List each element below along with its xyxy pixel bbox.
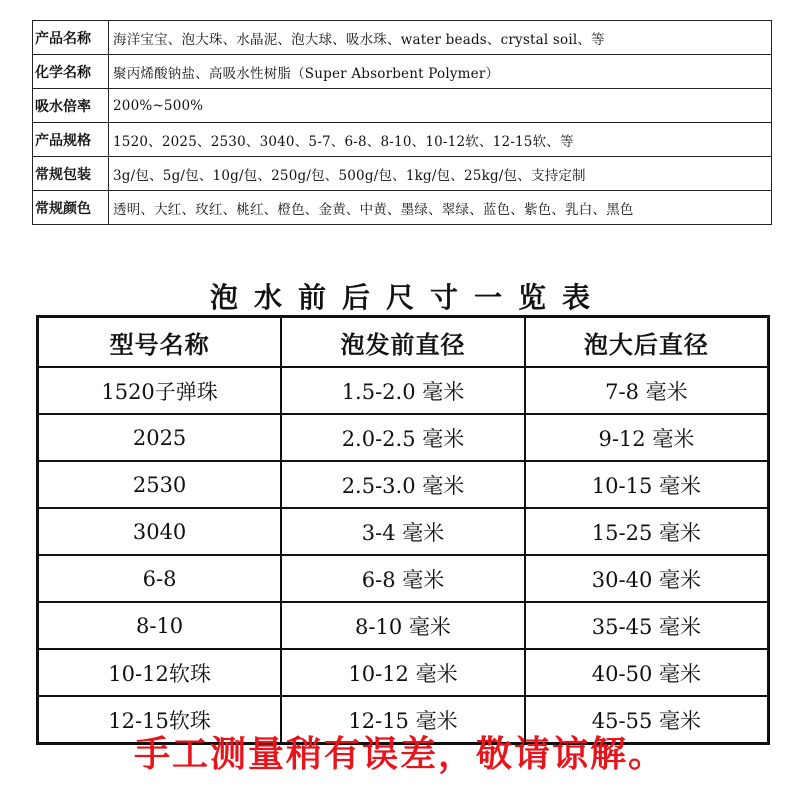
- spec-key: 常规颜色: [33, 191, 109, 225]
- column-header-model: 型号名称: [38, 317, 282, 368]
- spec-row-chemical-name: [33, 55, 772, 89]
- before-diameter-cell: 8-10 毫米: [281, 602, 525, 649]
- spec-key: 产品名称: [33, 21, 109, 55]
- spec-value: 1520、2025、2530、3040、5-7、6-8、8-10、10-12软、12-15软、等: [109, 123, 772, 157]
- model-cell: 3040: [38, 508, 282, 555]
- spec-value: 海洋宝宝、泡大珠、水晶泥、泡大球、吸水珠、water beads、crystal soil、等: [109, 21, 772, 55]
- size-table-header-row: [38, 317, 769, 368]
- spec-value: 3g/包、5g/包、10g/包、250g/包、500g/包、1kg/包、25kg/包、支持定制: [109, 157, 772, 191]
- before-diameter-cell: 6-8 毫米: [281, 555, 525, 602]
- after-diameter-cell: 15-25 毫米: [525, 508, 769, 555]
- model-cell: 6-8: [38, 555, 282, 602]
- table-row: [38, 602, 769, 649]
- model-cell: 8-10: [38, 602, 282, 649]
- after-diameter-cell: 9-12 毫米: [525, 414, 769, 461]
- after-diameter-cell: 30-40 毫米: [525, 555, 769, 602]
- before-diameter-cell: 1.5-2.0 毫米: [281, 367, 525, 414]
- size-comparison-table: [36, 315, 770, 745]
- product-spec-table: [32, 20, 772, 225]
- spec-row-packaging: [33, 157, 772, 191]
- model-cell: 1520子弹珠: [101, 379, 218, 404]
- after-diameter-cell: 35-45 毫米: [525, 602, 769, 649]
- model-cell: 2530: [38, 461, 282, 508]
- after-diameter-cell: 7-8 毫米: [525, 367, 769, 414]
- model-cell: 12-15软珠: [38, 696, 282, 744]
- before-diameter-cell: 12-15 毫米: [281, 696, 525, 744]
- after-diameter-cell: 10-15 毫米: [525, 461, 769, 508]
- table-row: [38, 508, 769, 555]
- spec-row-absorption-rate: [33, 89, 772, 123]
- before-diameter-cell: 3-4 毫米: [281, 508, 525, 555]
- table-row: [38, 414, 769, 461]
- after-diameter-cell: 40-50 毫米: [525, 649, 769, 696]
- column-header-before-diameter: 泡发前直径: [281, 317, 525, 368]
- before-diameter-cell: 2.0-2.5 毫米: [281, 414, 525, 461]
- spec-value: 聚丙烯酸钠盐、高吸水性树脂（Super Absorbent Polymer）: [109, 55, 772, 89]
- spec-row-product-spec: [33, 123, 772, 157]
- before-diameter-cell: 2.5-3.0 毫米: [281, 461, 525, 508]
- spec-value: 200%~500%: [109, 89, 772, 123]
- table-row: [38, 367, 769, 414]
- measurement-disclaimer: 手工测量稍有误差，敬请谅解。: [133, 734, 666, 775]
- spec-key: 常规包装: [33, 157, 109, 191]
- size-table-title: 泡水前后尺寸一览表: [209, 281, 606, 314]
- before-diameter-cell: 10-12 毫米: [281, 649, 525, 696]
- model-cell: 10-12软珠: [38, 649, 282, 696]
- spec-key: 产品规格: [33, 123, 109, 157]
- spec-row-product-name: [33, 21, 772, 55]
- model-cell: 2025: [38, 414, 282, 461]
- spec-key: 吸水倍率: [33, 89, 109, 123]
- table-row: [38, 555, 769, 602]
- after-diameter-cell: 45-55 毫米: [525, 696, 769, 744]
- column-header-after-diameter: 泡大后直径: [525, 317, 769, 368]
- spec-key: 化学名称: [33, 55, 109, 89]
- spec-value: 透明、大红、玫红、桃红、橙色、金黄、中黄、墨绿、翠绿、蓝色、紫色、乳白、黑色: [109, 191, 772, 225]
- table-row: [38, 461, 769, 508]
- table-row: [38, 649, 769, 696]
- spec-row-colors: [33, 191, 772, 225]
